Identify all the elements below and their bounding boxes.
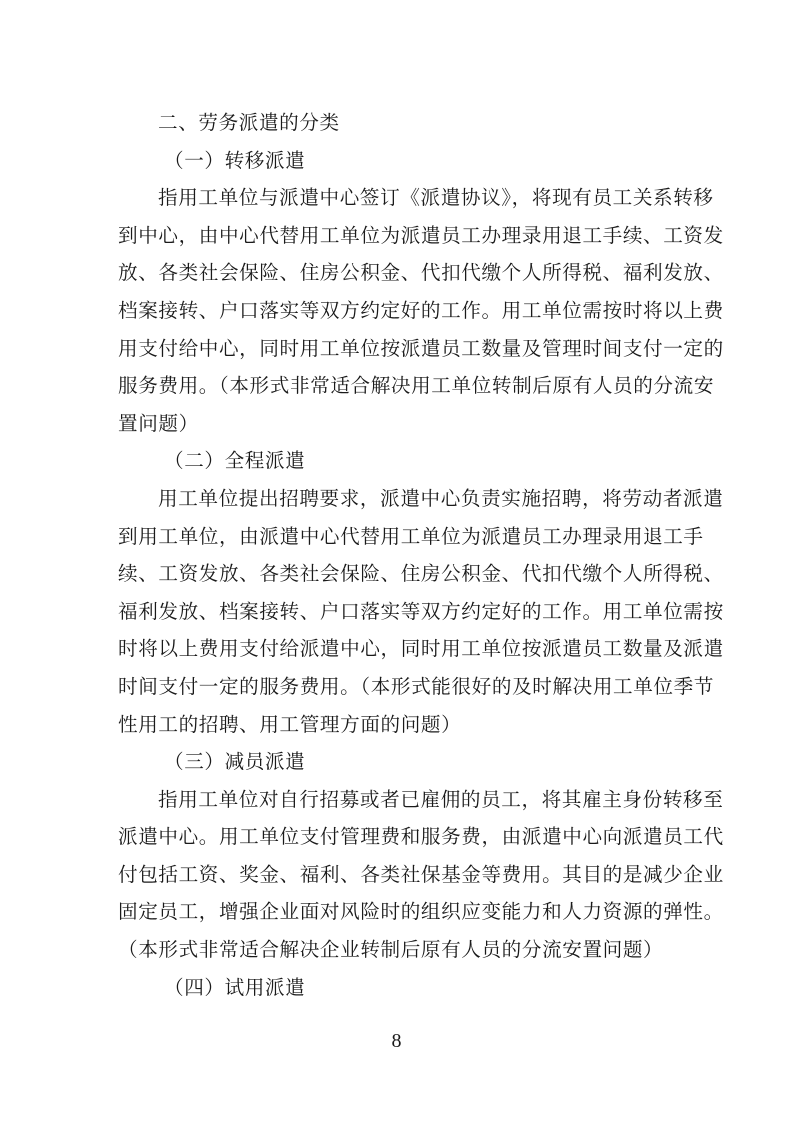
paragraph-line: 到中心，由中心代替用工单位为派遣员工办理录用退工手续、工资发: [118, 223, 724, 247]
paragraph-line: 用工单位提出招聘要求，派遣中心负责实施招聘，将劳动者派遣: [158, 486, 724, 510]
paragraph-line: 付包括工资、奖金、福利、各类社保基金等费用。其目的是减少企业: [118, 862, 724, 886]
section-title: 二、劳务派遣的分类: [158, 111, 340, 134]
paragraph-line: 服务费用。（本形式非常适合解决用工单位转制后原有人员的分流安: [118, 374, 715, 398]
paragraph-line: 福利发放、档案接转、户口落实等双方约定好的工作。用工单位需按: [118, 599, 724, 623]
document-page: [118, 104, 724, 1006]
paragraph-line: 时将以上费用支付给派遣中心，同时用工单位按派遣员工数量及派遣: [118, 637, 724, 661]
subsection-heading-transfer: （一）转移派遣: [164, 148, 306, 172]
paragraph-line: 指用工单位对自行招募或者已雇佣的员工，将其雇主身份转移至: [158, 787, 724, 811]
paragraph-line: 用支付给中心，同时用工单位按派遣员工数量及管理时间支付一定的: [118, 336, 724, 360]
page-number: 8: [391, 1030, 402, 1052]
paragraph-line: 到用工单位，由派遣中心代替用工单位为派遣员工办理录用退工手: [118, 524, 704, 548]
subsection-heading-full-process: （二）全程派遣: [164, 449, 306, 473]
subsection-heading-trial: （四）试用派遣: [164, 975, 306, 999]
subsection-heading-reduction: （三）减员派遣: [164, 750, 306, 774]
paragraph-line: 续、工资发放、各类社会保险、住房公积金、代扣代缴个人所得税、: [118, 562, 724, 586]
paragraph-line: 放、各类社会保险、住房公积金、代扣代缴个人所得税、福利发放、: [118, 261, 724, 285]
paragraph-line: 固定员工，增强企业面对风险时的组织应变能力和人力资源的弹性。: [118, 900, 724, 924]
paragraph-line: 时间支付一定的服务费用。（本形式能很好的及时解决用工单位季节: [118, 674, 715, 698]
paragraph-line: （本形式非常适合解决企业转制后原有人员的分流安置问题）: [118, 938, 664, 962]
paragraph-line: 派遣中心。用工单位支付管理费和服务费，由派遣中心向派遣员工代: [118, 825, 724, 849]
paragraph-line: 置问题）: [118, 411, 199, 435]
paragraph-line: 性用工的招聘、用工管理方面的问题）: [118, 712, 462, 736]
paragraph-line: 档案接转、户口落实等双方约定好的工作。用工单位需按时将以上费: [118, 298, 724, 322]
paragraph-line: 指用工单位与派遣中心签订《派遣协议》，将现有员工关系转移: [158, 186, 714, 210]
